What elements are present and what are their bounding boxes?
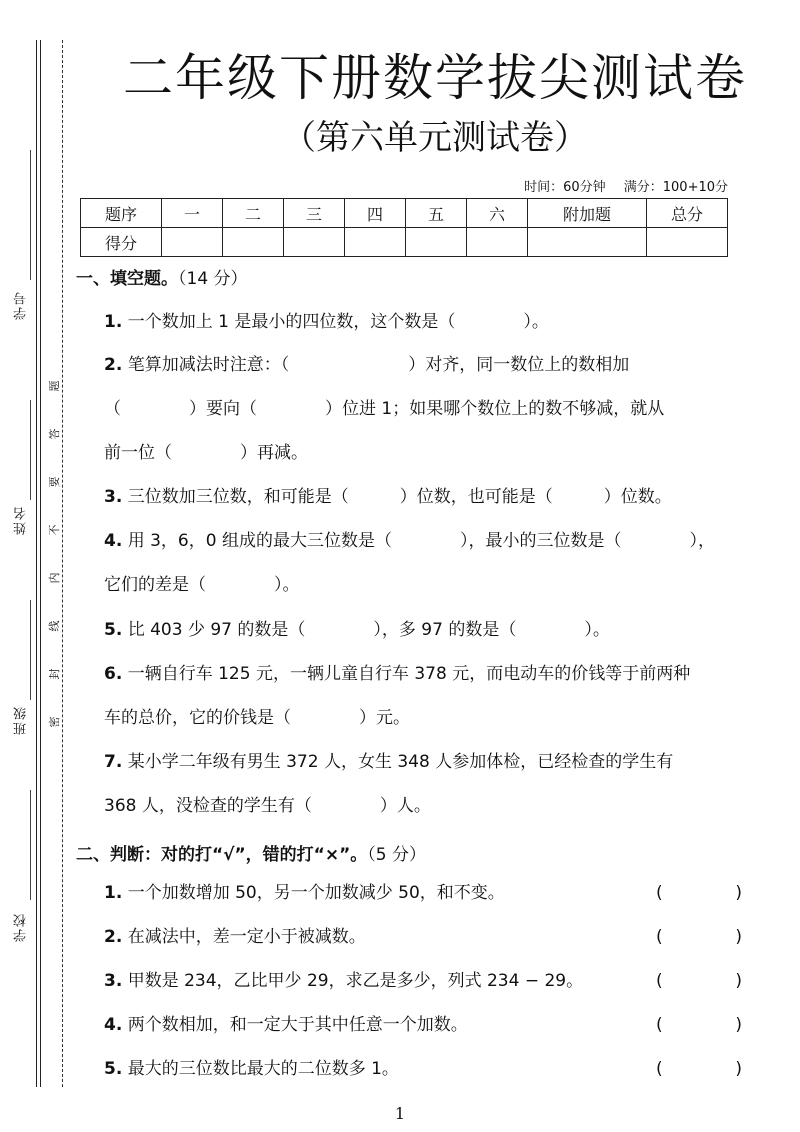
seal-char: 内 <box>48 572 61 584</box>
paren-open: ( <box>656 927 663 947</box>
seal-char: 答 <box>48 428 61 440</box>
fill-question <box>104 519 748 607</box>
score-input-cell[interactable] <box>467 228 528 257</box>
fill-question <box>104 608 748 652</box>
question-text: 在减法中，差一定小于被减数。 <box>127 927 366 947</box>
paren-open: ( <box>656 883 663 903</box>
paren-close: ) <box>735 1015 742 1035</box>
question-text: 一辆自行车 125 元，一辆儿童自行车 378 元，而电动车的价钱等于前两种 <box>127 664 691 684</box>
exam-title: 二年级下册数学拔尖测试卷 <box>123 49 747 107</box>
question-text: 前一位（ ）再减。 <box>104 443 308 463</box>
seal-char: 密 <box>48 716 61 728</box>
question-text: 一个加数增加 50，另一个加数减少 50，和不变。 <box>127 883 505 903</box>
score-table-cell: 一 <box>162 199 223 228</box>
score-table-cell: 总分 <box>647 199 728 228</box>
question-text: 甲数是 234，乙比甲少 29，求乙是多少，列式 234 − 29。 <box>127 971 584 991</box>
question-number: 5. <box>104 620 123 640</box>
question-text: 368 人，没检查的学生有（ ）人。 <box>104 796 431 816</box>
school-line <box>30 790 31 900</box>
full-score: 满分：100+10分 <box>623 180 728 195</box>
judge-question <box>104 1003 654 1047</box>
section-1-title <box>76 264 248 289</box>
seal-char: 不 <box>48 524 61 536</box>
paren-close: ) <box>735 927 742 947</box>
score-input-cell[interactable] <box>406 228 467 257</box>
section-points: （5 分） <box>367 845 427 865</box>
answer-box[interactable] <box>656 1059 742 1079</box>
answer-box[interactable] <box>656 1015 742 1035</box>
time-limit: 时间：60分钟 <box>524 180 606 195</box>
paren-close: ) <box>735 883 742 903</box>
school-label: 学校 <box>14 912 29 942</box>
question-text: 车的总价，它的价钱是（ ）元。 <box>104 708 410 728</box>
score-input-cell[interactable] <box>345 228 406 257</box>
question-text: 两个数相加，和一定大于其中任意一个加数。 <box>127 1015 468 1035</box>
question-text: 最大的三位数比最大的二位数多 1。 <box>127 1059 399 1079</box>
question-number: 7. <box>104 752 123 772</box>
question-number: 6. <box>104 664 123 684</box>
score-input-cell[interactable] <box>528 228 647 257</box>
student-id-line <box>30 150 31 280</box>
question-text: 某小学二年级有男生 372 人，女生 348 人参加体检，已经检查的学生有 <box>127 752 674 772</box>
paren-open: ( <box>656 1015 663 1035</box>
score-input-cell[interactable] <box>223 228 284 257</box>
section-2-title <box>76 840 426 865</box>
judge-question <box>104 1047 654 1091</box>
score-table-score-row <box>81 228 728 257</box>
score-input-cell[interactable] <box>647 228 728 257</box>
seal-char: 线 <box>48 620 61 632</box>
question-text: 比 403 少 97 的数是（ ），多 97 的数是（ ）。 <box>127 620 610 640</box>
question-text: 三位数加三位数，和可能是（ ）位数，也可能是（ ）位数。 <box>127 487 672 507</box>
question-text: （ ）要向（ ）位进 1；如果哪个数位上的数不够减，就从 <box>104 399 665 419</box>
answer-box[interactable] <box>656 971 742 991</box>
question-number: 1. <box>104 312 123 332</box>
fill-question <box>104 652 748 740</box>
question-number: 5. <box>104 1059 123 1079</box>
score-table-cell: 二 <box>223 199 284 228</box>
page-number: 1 <box>394 1104 406 1123</box>
fill-question <box>104 740 748 828</box>
exam-meta <box>524 176 728 195</box>
margin-cut-line <box>62 40 63 1087</box>
section-title-text: 二、判断：对的打“√”，错的打“×”。 <box>76 845 368 865</box>
class-line <box>30 600 31 700</box>
section-title-text: 一、填空题。 <box>76 269 178 289</box>
score-table-cell: 题序 <box>81 199 162 228</box>
paren-open: ( <box>656 971 663 991</box>
fill-question <box>104 475 748 519</box>
name-label: 姓名 <box>14 505 29 535</box>
student-id-label: 学号 <box>14 290 29 320</box>
question-text: 笔算加减法时注意：（ ）对齐，同一数位上的数相加 <box>127 355 630 375</box>
fill-question <box>104 300 748 344</box>
answer-box[interactable] <box>656 883 742 903</box>
question-text: 一个数加上 1 是最小的四位数，这个数是（ ）。 <box>127 312 549 332</box>
margin-border-line <box>36 40 37 1087</box>
section-points: （14 分） <box>178 269 248 289</box>
judge-question <box>104 959 654 1003</box>
score-table-cell: 附加题 <box>528 199 647 228</box>
judge-question <box>104 871 654 915</box>
exam-subtitle: （第六单元测试卷） <box>282 118 588 158</box>
score-table-header-row <box>81 199 728 228</box>
paren-close: ) <box>735 971 742 991</box>
question-text: 用 3，6，0 组成的最大三位数是（ ），最小的三位数是（ ）， <box>127 531 715 551</box>
score-table-cell: 三 <box>284 199 345 228</box>
seal-char: 要 <box>48 476 61 488</box>
score-table-cell: 五 <box>406 199 467 228</box>
margin-border-line <box>40 40 41 1087</box>
score-table-cell: 四 <box>345 199 406 228</box>
score-input-cell[interactable] <box>162 228 223 257</box>
question-number: 3. <box>104 487 123 507</box>
question-number: 4. <box>104 531 123 551</box>
score-input-cell[interactable] <box>284 228 345 257</box>
question-text: 它们的差是（ ）。 <box>104 575 300 595</box>
question-number: 4. <box>104 1015 123 1035</box>
seal-char: 封 <box>48 668 61 680</box>
question-number: 1. <box>104 883 123 903</box>
score-table-cell: 六 <box>467 199 528 228</box>
question-number: 2. <box>104 355 123 375</box>
seal-char: 题 <box>48 380 61 392</box>
judge-question <box>104 915 654 959</box>
score-table <box>80 198 728 257</box>
answer-box[interactable] <box>656 927 742 947</box>
seal-notice <box>48 378 60 730</box>
score-table-cell: 得分 <box>81 228 162 257</box>
paren-open: ( <box>656 1059 663 1079</box>
name-line <box>30 400 31 500</box>
fill-question <box>104 343 748 475</box>
question-number: 3. <box>104 971 123 991</box>
paren-close: ) <box>735 1059 742 1079</box>
class-label: 班级 <box>14 705 29 735</box>
question-number: 2. <box>104 927 123 947</box>
